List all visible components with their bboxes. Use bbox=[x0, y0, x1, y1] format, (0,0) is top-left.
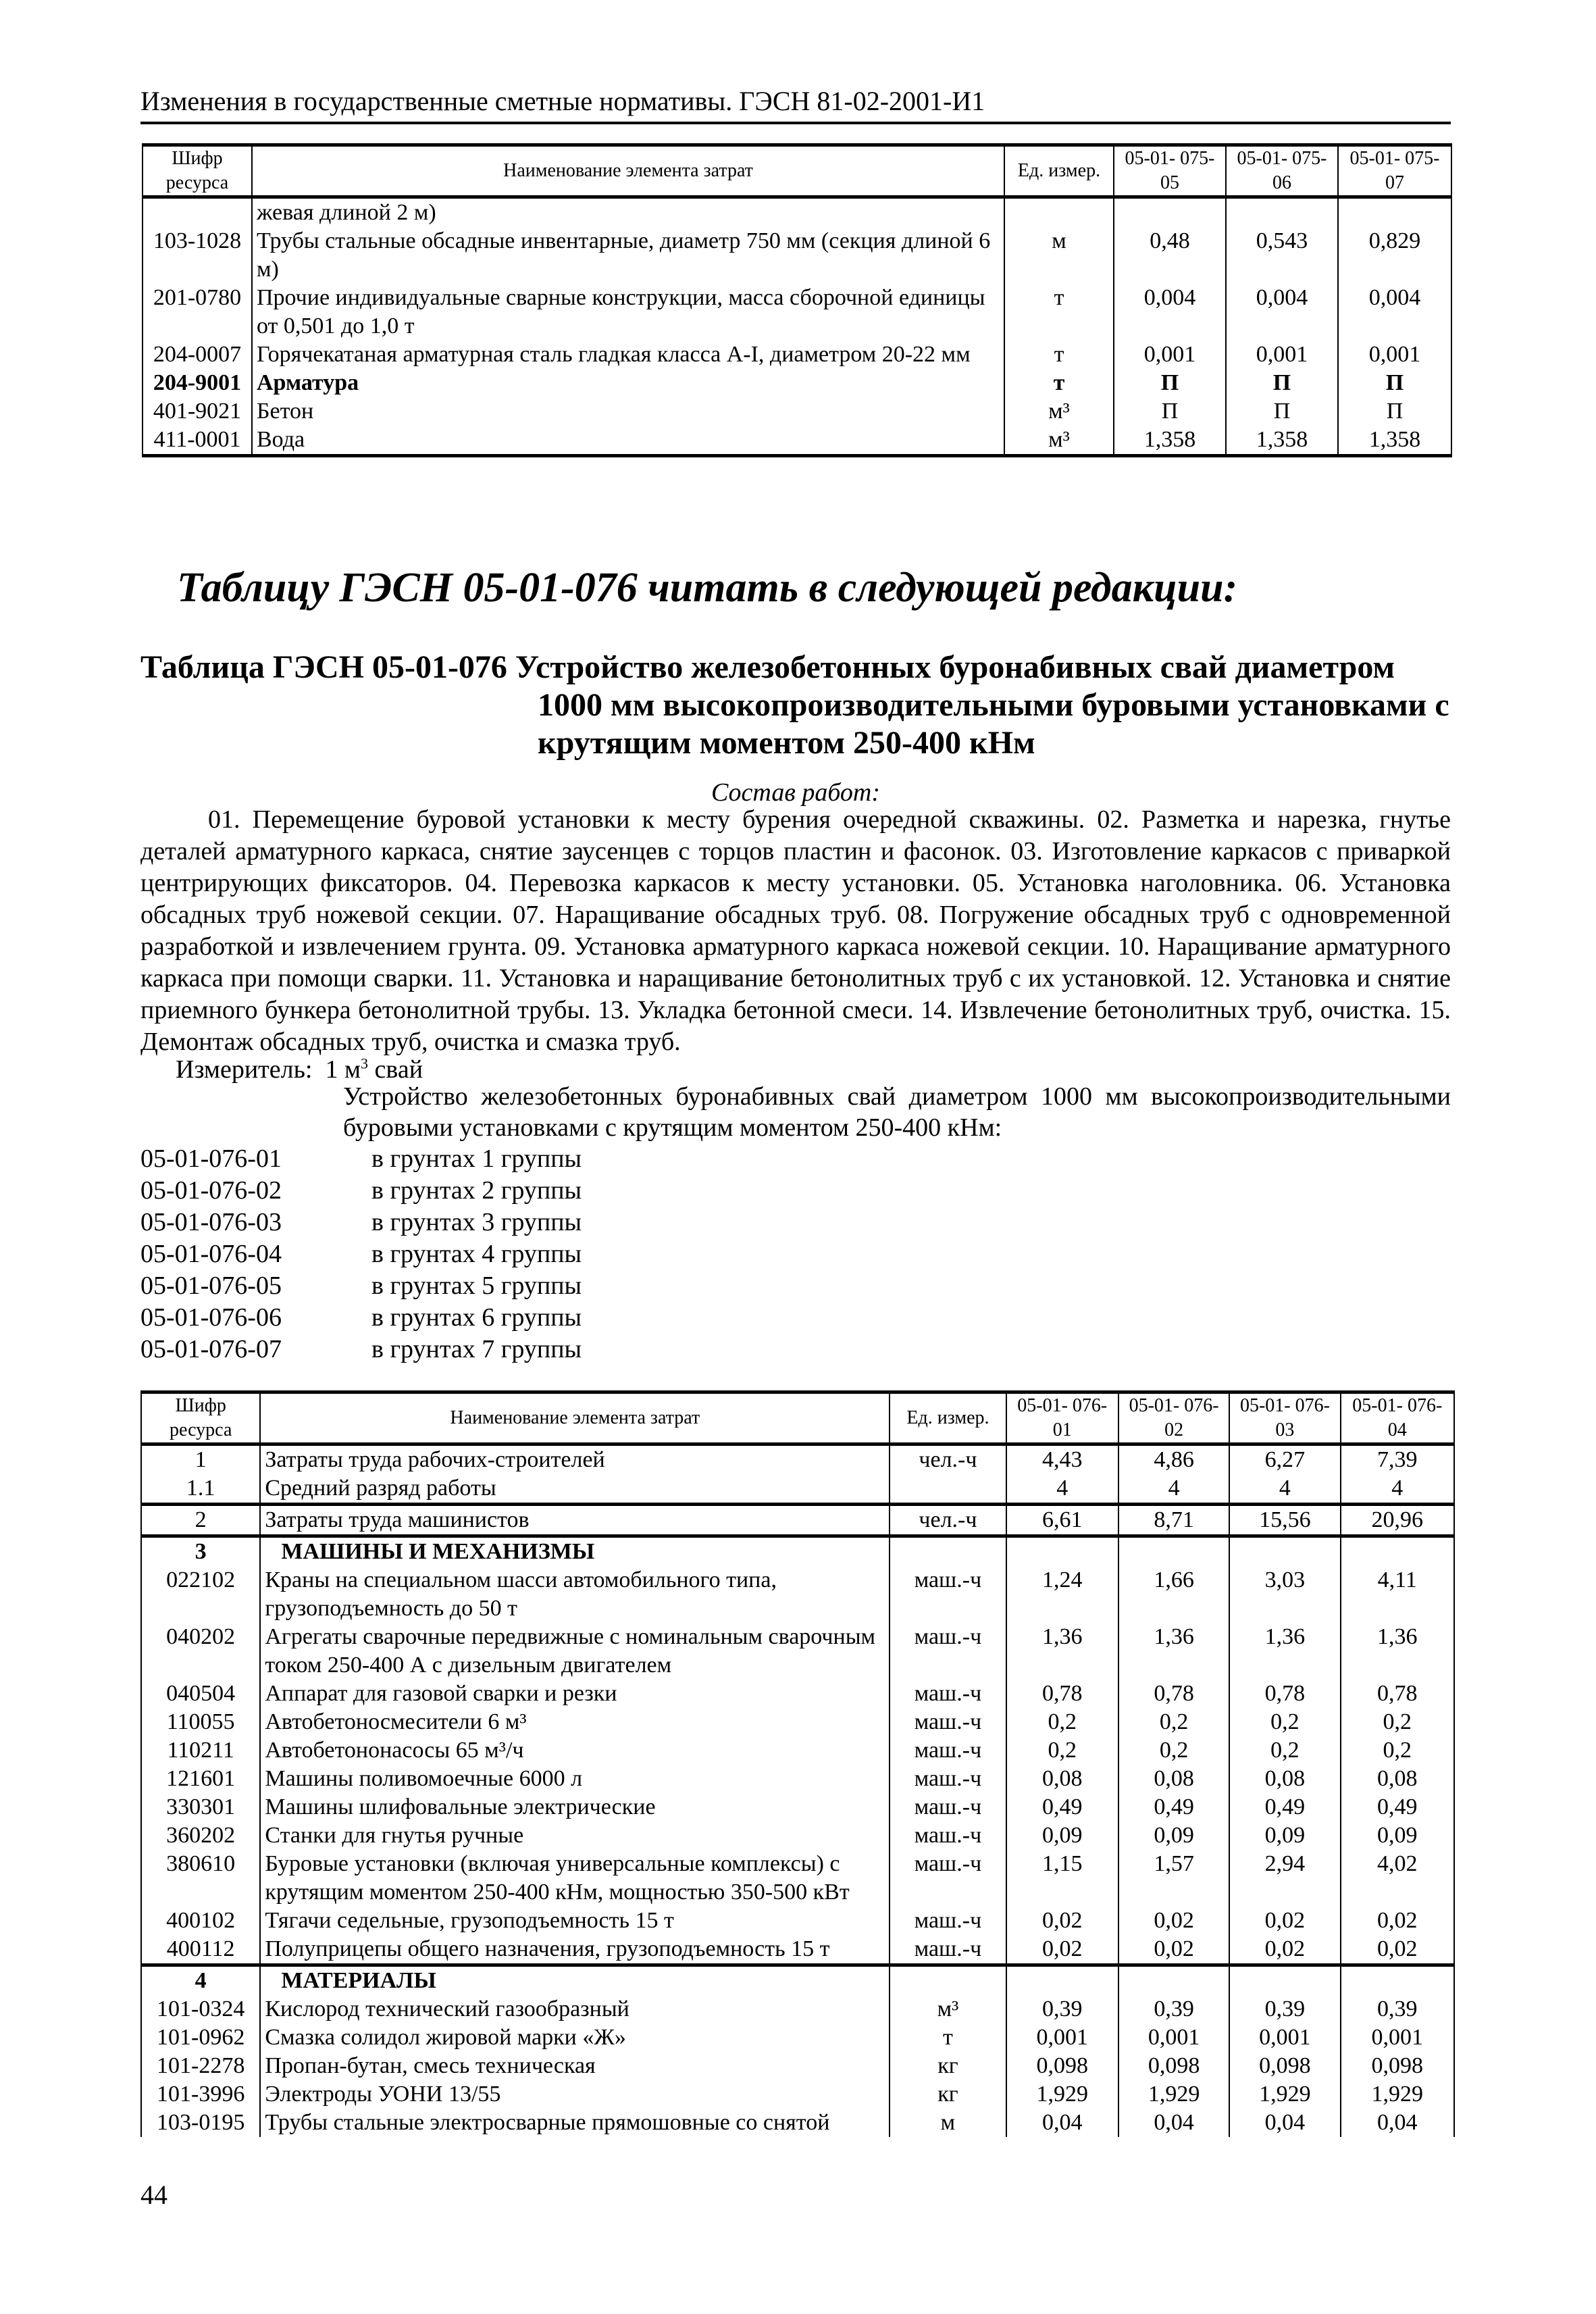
value-cell bbox=[1341, 1965, 1454, 1996]
value-cell: П bbox=[1226, 397, 1338, 426]
resource-name: Бетон bbox=[252, 397, 1004, 426]
unit-cell: маш.-ч bbox=[890, 1623, 1006, 1680]
resource-name: Затраты труда машинистов bbox=[260, 1505, 890, 1536]
header-name: Наименование элемента затрат bbox=[252, 145, 1004, 197]
table-heading bbox=[140, 649, 1451, 762]
resource-code: 040504 bbox=[141, 1680, 260, 1708]
measure-label: Измеритель: bbox=[176, 1055, 313, 1084]
value-cell: 1,36 bbox=[1341, 1623, 1454, 1680]
header-col: 05-01- 076-02 bbox=[1118, 1392, 1229, 1444]
value-cell: 1,929 bbox=[1006, 2080, 1118, 2109]
resource-name: Вода bbox=[252, 426, 1004, 456]
variant-label: в грунтах 4 группы bbox=[371, 1240, 582, 1268]
variant-label: в грунтах 6 группы bbox=[371, 1303, 582, 1332]
table-row bbox=[141, 1474, 1454, 1505]
table-row bbox=[141, 1505, 1454, 1536]
value-cell: 0,78 bbox=[1006, 1680, 1118, 1708]
value-cell bbox=[1118, 1536, 1229, 1567]
table-row bbox=[141, 2080, 1454, 2109]
value-cell: 0,2 bbox=[1341, 1736, 1454, 1765]
norm-variant bbox=[140, 1175, 582, 1207]
header-col: 05-01- 075-06 bbox=[1226, 145, 1338, 197]
value-cell: П bbox=[1338, 369, 1451, 397]
value-cell: 0,02 bbox=[1229, 1935, 1340, 1965]
value-cell: 0,09 bbox=[1006, 1821, 1118, 1850]
table-row bbox=[141, 1850, 1454, 1907]
norm-variant bbox=[140, 1270, 582, 1302]
value-cell: 0,2 bbox=[1118, 1736, 1229, 1765]
resource-code: 401-9021 bbox=[143, 397, 252, 426]
table-row bbox=[141, 1623, 1454, 1680]
resource-code: 1.1 bbox=[141, 1474, 260, 1505]
value-cell: 0,39 bbox=[1006, 1995, 1118, 2023]
works-title: Состав работ: bbox=[711, 778, 881, 807]
table-row bbox=[143, 397, 1451, 426]
unit-cell bbox=[890, 1474, 1006, 1505]
resource-name: Агрегаты сварочные передвижные с номинальным сварочным током 250-400 А с дизельным двигателем bbox=[260, 1623, 890, 1680]
header-col: 05-01- 076-04 bbox=[1341, 1392, 1454, 1444]
value-cell: 1,24 bbox=[1006, 1566, 1118, 1623]
resource-code: 101-0962 bbox=[141, 2023, 260, 2052]
value-cell: 4 bbox=[1118, 1474, 1229, 1505]
norm-variants-list bbox=[140, 1143, 582, 1365]
value-cell: 6,61 bbox=[1006, 1505, 1118, 1536]
table-row bbox=[141, 1907, 1454, 1935]
variant-label: в грунтах 5 группы bbox=[371, 1272, 582, 1300]
value-cell: 0,001 bbox=[1006, 2023, 1118, 2052]
resource-name: Электроды УОНИ 13/55 bbox=[260, 2080, 890, 2109]
resource-code: 1 bbox=[141, 1444, 260, 1475]
continuation-text: жевая длиной 2 м) bbox=[252, 197, 1004, 228]
unit-cell: м bbox=[890, 2109, 1006, 2137]
resource-name: Затраты труда рабочих-строителей bbox=[260, 1444, 890, 1475]
resource-code: 103-0195 bbox=[141, 2109, 260, 2137]
resource-name: Станки для гнутья ручные bbox=[260, 1821, 890, 1850]
resource-table-075 bbox=[142, 143, 1452, 457]
value-cell: 0,39 bbox=[1341, 1995, 1454, 2023]
value-cell: 0,08 bbox=[1341, 1765, 1454, 1793]
header-col: 05-01- 075-07 bbox=[1338, 145, 1451, 197]
resource-name: МАТЕРИАЛЫ bbox=[260, 1965, 890, 1996]
header-unit: Ед. измер. bbox=[1004, 145, 1114, 197]
value-cell: 0,001 bbox=[1226, 341, 1338, 369]
resource-code: 380610 bbox=[141, 1850, 260, 1907]
table-row bbox=[143, 341, 1451, 369]
measure-value: 1 $м^3$ свай bbox=[325, 1055, 423, 1084]
value-cell: 0,49 bbox=[1229, 1793, 1340, 1821]
value-cell: 0,02 bbox=[1118, 1907, 1229, 1935]
table-row bbox=[143, 426, 1451, 456]
value-cell: 4 bbox=[1341, 1474, 1454, 1505]
value-cell: 7,39 bbox=[1341, 1444, 1454, 1475]
resource-name: Тягачи седельные, грузоподъемность 15 т bbox=[260, 1907, 890, 1935]
value-cell: 0,09 bbox=[1229, 1821, 1340, 1850]
variant-label: в грунтах 1 группы bbox=[371, 1145, 582, 1173]
value-cell: 4,43 bbox=[1006, 1444, 1118, 1475]
unit-cell: маш.-ч bbox=[890, 1935, 1006, 1965]
variant-label: в грунтах 7 группы bbox=[371, 1335, 582, 1363]
variant-code: 05-01-076-07 bbox=[140, 1335, 282, 1363]
table-row bbox=[141, 1765, 1454, 1793]
value-cell: 0,02 bbox=[1229, 1907, 1340, 1935]
unit-cell: маш.-ч bbox=[890, 1765, 1006, 1793]
value-cell: 15,56 bbox=[1229, 1505, 1340, 1536]
resource-name: Полуприцепы общего назначения, грузоподъемность 15 т bbox=[260, 1935, 890, 1965]
resource-name: Прочие индивидуальные сварные конструкции, масса сборочной единицы от 0,501 до 1,0 т bbox=[252, 284, 1004, 341]
running-head: Изменения в государственные сметные нормативы. ГЭСН 81-02-2001-И1 bbox=[140, 82, 1451, 124]
variant-code: 05-01-076-03 bbox=[140, 1208, 282, 1236]
value-cell: 4 bbox=[1229, 1474, 1340, 1505]
table-row bbox=[141, 1736, 1454, 1765]
table-row bbox=[141, 2109, 1454, 2137]
value-cell: 0,02 bbox=[1006, 1935, 1118, 1965]
value-cell: 0,2 bbox=[1229, 1736, 1340, 1765]
table-row bbox=[141, 2023, 1454, 2052]
notice-heading: Таблицу ГЭСН 05-01-076 читать в следующей редакции: bbox=[177, 565, 1238, 611]
resource-name: Арматура bbox=[252, 369, 1004, 397]
value-cell: 0,543 bbox=[1226, 227, 1338, 284]
value-cell: 4 bbox=[1006, 1474, 1118, 1505]
resource-name: Автобетононасосы 65 м³/ч bbox=[260, 1736, 890, 1765]
table-row bbox=[141, 1821, 1454, 1850]
resource-code: 101-3996 bbox=[141, 2080, 260, 2109]
unit-cell bbox=[890, 1965, 1006, 1996]
resource-code: 040202 bbox=[141, 1623, 260, 1680]
value-cell: 20,96 bbox=[1341, 1505, 1454, 1536]
table-header-row bbox=[143, 145, 1451, 197]
resource-code: 400102 bbox=[141, 1907, 260, 1935]
norm-description: Устройство железобетонных буронабивных свай диаметром 1000 мм высокопроизводительными буровыми установками с крутящим моментом 250-400 кНм: bbox=[343, 1082, 1451, 1142]
value-cell: 2,94 bbox=[1229, 1850, 1340, 1907]
resource-code: 4 bbox=[141, 1965, 260, 1996]
value-cell: 0,08 bbox=[1118, 1765, 1229, 1793]
value-cell: 1,36 bbox=[1118, 1623, 1229, 1680]
resource-table-076 bbox=[140, 1390, 1455, 2137]
resource-code: 411-0001 bbox=[143, 426, 252, 456]
table-header-row bbox=[141, 1392, 1454, 1444]
value-cell: 0,004 bbox=[1226, 284, 1338, 341]
unit-cell: м³ bbox=[890, 1995, 1006, 2023]
header-col: 05-01- 076-01 bbox=[1006, 1392, 1118, 1444]
resource-name: МАШИНЫ И МЕХАНИЗМЫ bbox=[260, 1536, 890, 1567]
resource-code: 204-0007 bbox=[143, 341, 252, 369]
unit-cell: маш.-ч bbox=[890, 1850, 1006, 1907]
resource-name: Трубы стальные электросварные прямошовные со снятой bbox=[260, 2109, 890, 2137]
unit-cell: т bbox=[890, 2023, 1006, 2052]
resource-name: Буровые установки (включая универсальные комплексы) с крутящим моментом 250-400 кНм, мощностью 350-500 кВт bbox=[260, 1850, 890, 1907]
value-cell bbox=[1006, 1965, 1118, 1996]
variant-code: 05-01-076-05 bbox=[140, 1272, 282, 1300]
variant-code: 05-01-076-02 bbox=[140, 1176, 282, 1205]
unit-cell: маш.-ч bbox=[890, 1821, 1006, 1850]
resource-code: 110211 bbox=[141, 1736, 260, 1765]
value-cell: 0,098 bbox=[1229, 2052, 1340, 2080]
value-cell: П bbox=[1226, 369, 1338, 397]
resource-code: 101-2278 bbox=[141, 2052, 260, 2080]
variant-label: в грунтах 3 группы bbox=[371, 1208, 582, 1236]
unit-cell: м³ bbox=[1004, 397, 1114, 426]
value-cell: 0,78 bbox=[1118, 1680, 1229, 1708]
value-cell bbox=[1006, 1536, 1118, 1567]
value-cell: 0,004 bbox=[1338, 284, 1451, 341]
table-row bbox=[141, 1935, 1454, 1965]
value-cell: 0,02 bbox=[1341, 1907, 1454, 1935]
norm-variant bbox=[140, 1302, 582, 1334]
unit-cell: кг bbox=[890, 2080, 1006, 2109]
variant-code: 05-01-076-04 bbox=[140, 1240, 282, 1268]
table-row bbox=[141, 1793, 1454, 1821]
page-number: 44 bbox=[140, 2180, 168, 2210]
value-cell: 0,39 bbox=[1229, 1995, 1340, 2023]
value-cell: 0,098 bbox=[1341, 2052, 1454, 2080]
unit-cell: маш.-ч bbox=[890, 1566, 1006, 1623]
value-cell: 0,02 bbox=[1118, 1935, 1229, 1965]
resource-name: Кислород технический газообразный bbox=[260, 1995, 890, 2023]
table-row bbox=[143, 284, 1451, 341]
norm-variant bbox=[140, 1207, 582, 1238]
value-cell: 0,49 bbox=[1006, 1793, 1118, 1821]
resource-name: Автобетоносмесители 6 м³ bbox=[260, 1708, 890, 1736]
value-cell: 0,49 bbox=[1341, 1793, 1454, 1821]
value-cell: 0,78 bbox=[1229, 1680, 1340, 1708]
value-cell: 1,929 bbox=[1229, 2080, 1340, 2109]
unit-cell: м bbox=[1004, 227, 1114, 284]
table-row bbox=[141, 1995, 1454, 2023]
resource-code: 2 bbox=[141, 1505, 260, 1536]
resource-code: 110055 bbox=[141, 1708, 260, 1736]
resource-name: Краны на специальном шасси автомобильного типа, грузоподъемность до 50 т bbox=[260, 1566, 890, 1623]
value-cell: 0,04 bbox=[1341, 2109, 1454, 2137]
resource-code: 400112 bbox=[141, 1935, 260, 1965]
resource-code: 121601 bbox=[141, 1765, 260, 1793]
unit-cell: маш.-ч bbox=[890, 1680, 1006, 1708]
resource-name: Горячекатаная арматурная сталь гладкая класса А-I, диаметром 20-22 мм bbox=[252, 341, 1004, 369]
value-cell: 6,27 bbox=[1229, 1444, 1340, 1475]
value-cell: 1,36 bbox=[1006, 1623, 1118, 1680]
value-cell: 1,358 bbox=[1226, 426, 1338, 456]
value-cell: 1,358 bbox=[1338, 426, 1451, 456]
value-cell: 0,04 bbox=[1229, 2109, 1340, 2137]
value-cell bbox=[1229, 1965, 1340, 1996]
value-cell: 0,829 bbox=[1338, 227, 1451, 284]
value-cell: 0,02 bbox=[1341, 1935, 1454, 1965]
value-cell: 0,001 bbox=[1118, 2023, 1229, 2052]
value-cell: 0,001 bbox=[1229, 2023, 1340, 2052]
value-cell: 0,004 bbox=[1114, 284, 1226, 341]
value-cell: 0,2 bbox=[1341, 1708, 1454, 1736]
variant-code: 05-01-076-01 bbox=[140, 1145, 282, 1173]
table-row bbox=[141, 1444, 1454, 1475]
variant-code: 05-01-076-06 bbox=[140, 1303, 282, 1332]
unit-cell: маш.-ч bbox=[890, 1708, 1006, 1736]
resource-code: 204-9001 bbox=[143, 369, 252, 397]
value-cell: 0,09 bbox=[1118, 1821, 1229, 1850]
section-row bbox=[141, 1536, 1454, 1567]
value-cell: 1,15 bbox=[1006, 1850, 1118, 1907]
value-cell: 1,57 bbox=[1118, 1850, 1229, 1907]
norm-variant bbox=[140, 1143, 582, 1175]
resource-name: Машины поливомоечные 6000 л bbox=[260, 1765, 890, 1793]
value-cell: 0,39 bbox=[1118, 1995, 1229, 2023]
value-cell: 0,08 bbox=[1229, 1765, 1340, 1793]
heading-line-1: Таблица ГЭСН 05-01-076 Устройство железобетонных буронабивных свай диаметром bbox=[140, 649, 1395, 685]
table-row bbox=[143, 369, 1451, 397]
value-cell: 1,36 bbox=[1229, 1623, 1340, 1680]
value-cell bbox=[1118, 1965, 1229, 1996]
header-col: 05-01- 076-03 bbox=[1229, 1392, 1340, 1444]
unit-cell: т bbox=[1004, 284, 1114, 341]
value-cell: 3,03 bbox=[1229, 1566, 1340, 1623]
unit-cell: маш.-ч bbox=[890, 1736, 1006, 1765]
value-cell: 0,08 bbox=[1006, 1765, 1118, 1793]
resource-name: Средний разряд работы bbox=[260, 1474, 890, 1505]
resource-name: Смазка солидол жировой марки «Ж» bbox=[260, 2023, 890, 2052]
unit-cell: чел.-ч bbox=[890, 1444, 1006, 1475]
unit-cell: м³ bbox=[1004, 426, 1114, 456]
resource-name: Пропан-бутан, смесь техническая bbox=[260, 2052, 890, 2080]
unit-cell: маш.-ч bbox=[890, 1907, 1006, 1935]
unit-cell: чел.-ч bbox=[890, 1505, 1006, 1536]
value-cell: 0,001 bbox=[1338, 341, 1451, 369]
continuation-row bbox=[143, 197, 1451, 228]
unit-cell: т bbox=[1004, 369, 1114, 397]
variant-label: в грунтах 2 группы bbox=[371, 1176, 582, 1205]
value-cell bbox=[1229, 1536, 1340, 1567]
header-code: Шифр ресурса bbox=[143, 145, 252, 197]
unit-cell bbox=[890, 1536, 1006, 1567]
header-unit: Ед. измер. bbox=[890, 1392, 1006, 1444]
value-cell: 0,04 bbox=[1118, 2109, 1229, 2137]
value-cell: 1,929 bbox=[1341, 2080, 1454, 2109]
resource-code: 201-0780 bbox=[143, 284, 252, 341]
table-row bbox=[141, 1680, 1454, 1708]
value-cell: 0,09 bbox=[1341, 1821, 1454, 1850]
value-cell: 1,66 bbox=[1118, 1566, 1229, 1623]
header-name: Наименование элемента затрат bbox=[260, 1392, 890, 1444]
value-cell: 0,2 bbox=[1229, 1708, 1340, 1736]
resource-code: 3 bbox=[141, 1536, 260, 1567]
resource-code: 022102 bbox=[141, 1566, 260, 1623]
header-code: Шифр ресурса bbox=[141, 1392, 260, 1444]
value-cell: 4,11 bbox=[1341, 1566, 1454, 1623]
works-text: 01. Перемещение буровой установки к месту бурения очередной скважины. 02. Разметка и нарезка, гнутье деталей арматурного каркаса, снятие заусенцев с торцов пластин и фасонок. 03. Изготовление каркасов с приваркой центрирующих фиксаторов. 04. Перевозка каркасов к месту установки. 05. Установка наголовника. 06. Установка обсадных труб ножевой секции. 07. Наращивание обсадных труб. 08. Погружение обсадных труб с одновременной разработкой и извлечением грунта. 09. Установка арматурного каркаса ножевой секции. 10. Наращивание арматурного каркаса при помощи сварки. 11. Установка и наращивание бетонолитных труб с их установкой. 12. Установка и снятие приемного бункера бетонолитной трубы. 13. Укладка бетонной смеси. 14. Извлечение бетонолитных труб, очистка. 15. Демонтаж обсадных труб, очистка и смазка труб. bbox=[140, 805, 1451, 1056]
value-cell: 8,71 bbox=[1118, 1505, 1229, 1536]
resource-code: 103-1028 bbox=[143, 227, 252, 284]
value-cell: 0,098 bbox=[1006, 2052, 1118, 2080]
table-row bbox=[143, 227, 1451, 284]
value-cell: 0,2 bbox=[1006, 1736, 1118, 1765]
resource-code: 101-0324 bbox=[141, 1995, 260, 2023]
value-cell bbox=[1341, 1536, 1454, 1567]
heading-rest: 1000 мм высокопроизводительными буровыми установками с крутящим моментом 250-400 кНм bbox=[538, 687, 1449, 761]
unit-cell: т bbox=[1004, 341, 1114, 369]
value-cell: 0,2 bbox=[1118, 1708, 1229, 1736]
value-cell: П bbox=[1114, 397, 1226, 426]
section-row bbox=[141, 1965, 1454, 1996]
value-cell: 0,001 bbox=[1114, 341, 1226, 369]
norm-variant bbox=[140, 1238, 582, 1270]
value-cell: 4,02 bbox=[1341, 1850, 1454, 1907]
value-cell: 0,04 bbox=[1006, 2109, 1118, 2137]
table-row bbox=[141, 2052, 1454, 2080]
value-cell: 0,02 bbox=[1006, 1907, 1118, 1935]
value-cell: 0,001 bbox=[1341, 2023, 1454, 2052]
unit-cell: кг bbox=[890, 2052, 1006, 2080]
resource-name: Машины шлифовальные электрические bbox=[260, 1793, 890, 1821]
value-cell: 0,098 bbox=[1118, 2052, 1229, 2080]
value-cell: 1,929 bbox=[1118, 2080, 1229, 2109]
value-cell: 0,48 bbox=[1114, 227, 1226, 284]
value-cell: 0,49 bbox=[1118, 1793, 1229, 1821]
header-col: 05-01- 075-05 bbox=[1114, 145, 1226, 197]
value-cell: П bbox=[1114, 369, 1226, 397]
value-cell: 0,78 bbox=[1341, 1680, 1454, 1708]
value-cell: 1,358 bbox=[1114, 426, 1226, 456]
resource-name: Аппарат для газовой сварки и резки bbox=[260, 1680, 890, 1708]
table-row bbox=[141, 1708, 1454, 1736]
table-row bbox=[141, 1566, 1454, 1623]
resource-code: 330301 bbox=[141, 1793, 260, 1821]
resource-name: Трубы стальные обсадные инвентарные, диаметр 750 мм (секция длиной 6 м) bbox=[252, 227, 1004, 284]
value-cell: 4,86 bbox=[1118, 1444, 1229, 1475]
resource-code: 360202 bbox=[141, 1821, 260, 1850]
unit-cell: маш.-ч bbox=[890, 1793, 1006, 1821]
norm-variant bbox=[140, 1334, 582, 1365]
value-cell: П bbox=[1338, 397, 1451, 426]
value-cell: 0,2 bbox=[1006, 1708, 1118, 1736]
